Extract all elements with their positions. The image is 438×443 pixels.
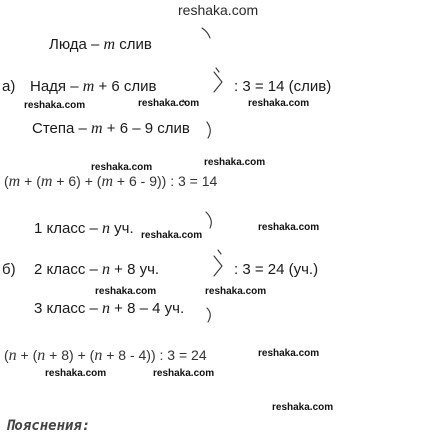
var-n: n [102,261,111,278]
eq-b-part: ( [4,347,9,363]
watermark: reshaka.com [258,348,320,359]
watermark: reshaka.com [91,162,153,173]
part-a-marker: а) [2,78,16,95]
stroke-mark [207,308,210,322]
eq-b-part: + 8 - 4)) : 3 = 24 [102,347,207,363]
var-n: n [102,220,111,237]
brace-a-icon [214,72,222,92]
site-header: reshaka.com [178,2,259,18]
eq-a-part: + 6) + ( [52,173,102,189]
stepa-pre: Степа – [32,120,92,137]
class1-pre: 1 класс – [34,220,103,237]
nadya-post: + 6 слив [94,78,157,95]
watermark: reshaka.com [248,98,310,109]
brace-b-icon [214,256,222,276]
watermark: reshaka.com [141,230,203,241]
part-b-result: : 3 = 24 (уч.) [234,261,319,278]
stroke-mark [207,122,210,138]
class1-post: уч. [110,220,134,237]
explanations-label: Пояснения: [6,418,91,434]
watermark: reshaka.com [258,222,320,233]
eq-a-part: ( [4,173,9,189]
watermark: reshaka.com [45,368,107,379]
watermark: reshaka.com [153,368,215,379]
nadya-pre: Надя – [30,78,83,95]
var-m: m [101,173,114,190]
stroke-mark [202,28,210,38]
class3-post: + 8 – 4 уч. [110,300,185,317]
watermark: reshaka.com [205,286,267,297]
eq-a-part: + ( [20,173,41,189]
class2-pre: 2 класс – [34,261,103,278]
var-m: m [8,173,21,190]
eq-a-part: + 6 - 9)) : 3 = 14 [113,173,218,189]
stepa-post: + 6 – 9 слив [102,120,190,137]
class2-post: + 8 уч. [110,261,160,278]
stroke-mark [218,250,221,254]
watermark: reshaka.com [24,100,86,111]
stroke-mark [206,212,211,228]
var-n: n [102,300,111,317]
part-a-result: : 3 = 14 (слив) [234,78,332,95]
var-m: m [91,120,103,137]
var-m: m [40,173,53,190]
var-n: n [8,347,17,364]
lyuda-pre: Люда – [49,36,104,53]
part-b-marker: б) [2,261,16,278]
var-m: m [82,78,95,95]
eq-b-part: + ( [16,347,38,363]
watermark: reshaka.com [95,286,157,297]
lyuda-post: слив [115,36,152,53]
var-n: n [94,347,103,364]
watermark: reshaka.com [204,157,266,168]
var-n: n [37,347,46,364]
eq-b-part: + 8) + ( [45,347,95,363]
var-m: m [103,36,116,53]
watermark: reshaka.com [272,402,334,413]
watermark: reshaka.com [138,98,200,109]
class3-pre: 3 класс – [34,300,103,317]
stroke-mark [216,68,219,72]
